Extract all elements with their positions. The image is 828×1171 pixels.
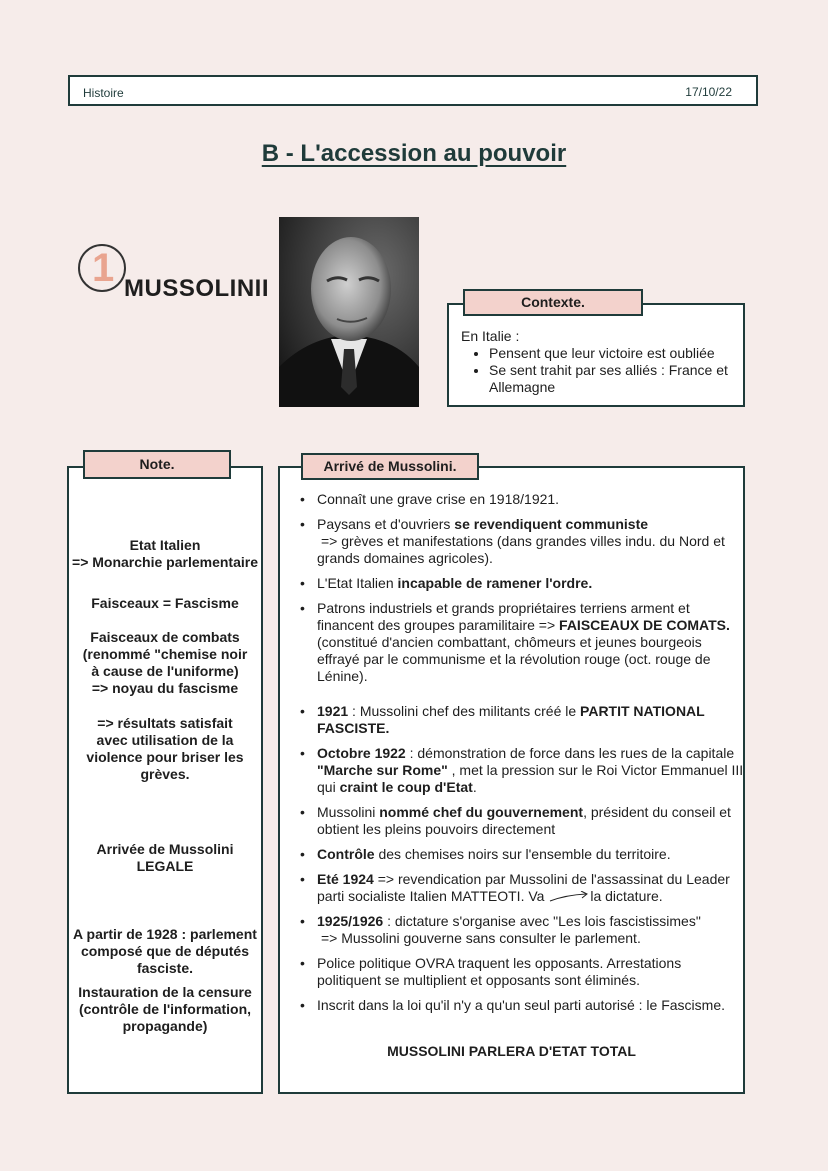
list-item: • 1921 : Mussolini chef des militants créé le PARTIT NATIONAL FASCISTE. (300, 703, 745, 737)
subject-label: Histoire (83, 86, 124, 100)
note-block: => résultats satisfait avec utilisation de la violence pour briser les grèves. (86, 715, 244, 782)
note-block: Faisceaux = Fascisme (91, 595, 239, 611)
arrive-tag: Arrivé de Mussolini. (301, 453, 479, 480)
list-item: • Paysans et d'ouvriers se revendiquent communiste => grèves et manifestations (dans grandes villes indu. du Nord et grands domaines agricoles). (300, 516, 745, 567)
note-block: Arrivée de Mussolini LEGALE (96, 841, 234, 874)
list-item: • Connaît une grave crise en 1918/1921. (300, 491, 745, 508)
header-bar (68, 75, 758, 106)
portrait-illustration (279, 217, 419, 407)
list-item: • Mussolini nommé chef du gouvernement, président du conseil et obtient les pleins pouvoirs directement (300, 804, 745, 838)
section-number: 1 (92, 246, 115, 290)
note-tag: Note. (83, 450, 231, 479)
list-item: • Se sent trahit par ses alliés : France et Allemagne (489, 362, 741, 396)
arrive-list (300, 491, 745, 1022)
note-block: Instauration de la censure (contrôle de l'information, propagande) (78, 984, 252, 1034)
note-block: A partir de 1928 : parlement composé que de députés fasciste. (73, 926, 257, 976)
list-item: • Octobre 1922 : démonstration de force dans les rues de la capitale "Marche sur Rome" , met la pression sur le Roi Victor Emmanuel III qui craint le coup d'Etat. (300, 745, 745, 796)
section-name: MUSSOLINII (124, 275, 270, 302)
date-label: 17/10/22 (685, 85, 732, 99)
list-item: • Patrons industriels et grands propriétaires terriens arment et financent des groupes paramilitaire => FAISCEAUX DE COMATS. (constitué d'ancien combattant, chômeurs et jeunes bourgeois effrayé par le communisme et la révolution rouge (oct. rouge de Lénine). (300, 600, 745, 685)
note-block: Etat Italien => Monarchie parlementaire (72, 537, 258, 570)
contexte-intro: En Italie : (461, 328, 520, 344)
list-item: • Pensent que leur victoire est oubliée (489, 345, 741, 362)
list-item: • Police politique OVRA traquent les opposants. Arrestations politiquent se multiplient et opposants sont éliminés. (300, 955, 745, 989)
note-block: Faisceaux de combats (renommé "chemise noir à cause de l'uniforme) => noyau du fascisme (82, 629, 248, 696)
list-item: • Inscrit dans la loi qu'il n'y a qu'un seul parti autorisé : le Fascisme. (300, 997, 745, 1014)
contexte-tag: Contexte. (463, 289, 643, 316)
list-item: • 1925/1926 : dictature s'organise avec "Les lois fascistissimes" => Mussolini gouverne sans consulter le parlement. (300, 913, 745, 947)
page-title: B - L'accession au pouvoir (261, 140, 567, 167)
list-item: • L'Etat Italien incapable de ramener l'ordre. (300, 575, 745, 592)
arrow-icon (548, 891, 590, 903)
list-item: • Contrôle des chemises noirs sur l'ensemble du territoire. (300, 846, 745, 863)
contexte-list (461, 345, 741, 396)
portrait-photo (279, 217, 419, 407)
conclusion-text: MUSSOLINI PARLERA D'ETAT TOTAL (387, 1043, 636, 1059)
list-item: • Eté 1924 => revendication par Mussolini de l'assassinat du Leader parti socialiste Italien MATTEOTI. Va la dictature. (300, 871, 745, 905)
contexte-body (461, 328, 741, 396)
